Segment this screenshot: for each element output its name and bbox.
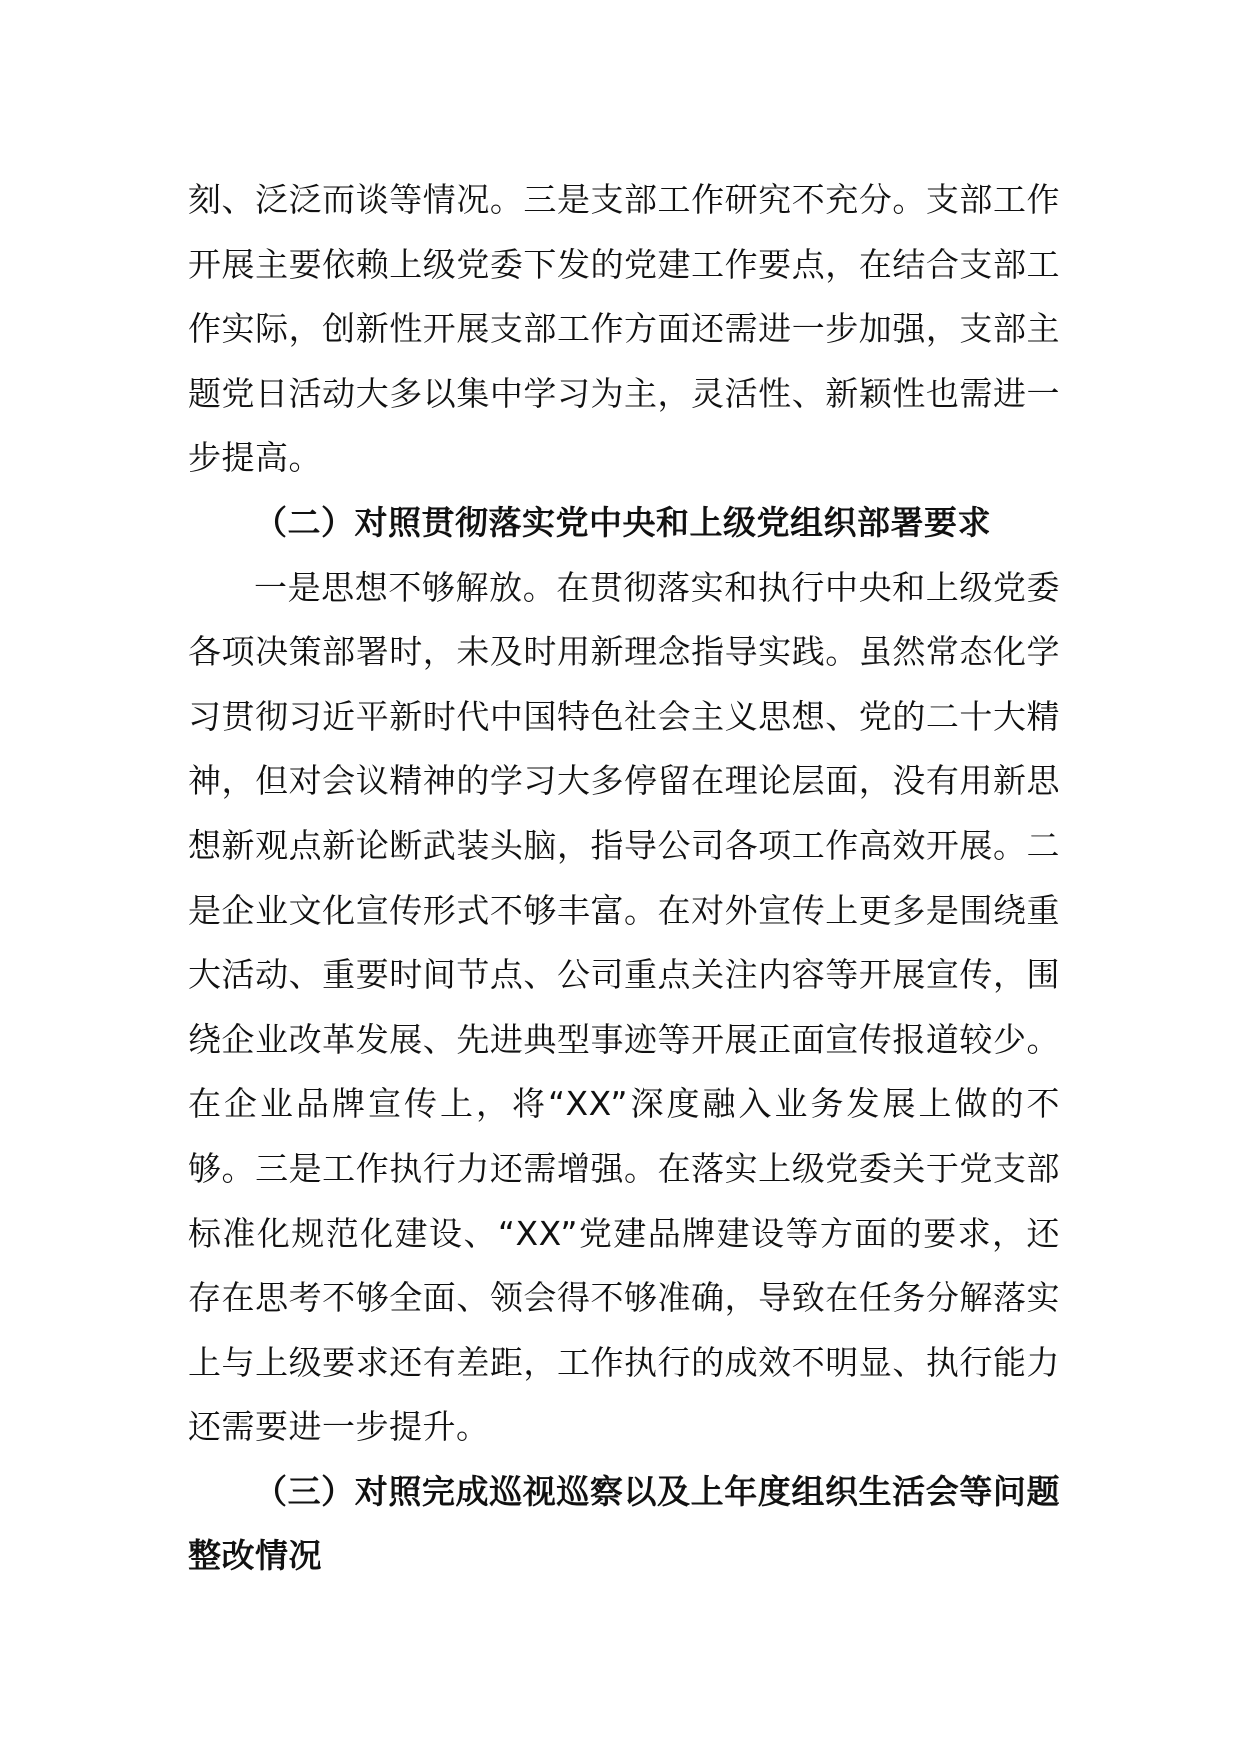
section-heading-2: （二）对照贯彻落实党中央和上级党组织部署要求 xyxy=(254,502,991,542)
section-heading-3: （三）对照完成巡视巡察以及上年度组织生活会等问题整改情况 xyxy=(188,1471,1060,1576)
document-page xyxy=(188,168,1060,1589)
body-paragraph-continued: 刻、泛泛而谈等情况。三是支部工作研究不充分。支部工作开展主要依赖上级党委下发的党建工作要点，在结合支部工作实际，创新性开展支部工作方面还需进一步加强，支部主题党日活动大多以集中学习为主，灵活性、新颖性也需进一步提高。 xyxy=(188,180,1060,478)
body-paragraph-section-2: 一是思想不够解放。在贯彻落实和执行中央和上级党委各项决策部署时，未及时用新理念指导实践。虽然常态化学习贯彻习近平新时代中国特色社会主义思想、党的二十大精神，但对会议精神的学习大多停留在理论层面，没有用新思想新观点新论断武装头脑，指导公司各项工作高效开展。二是企业文化宣传形式不够丰富。在对外宣传上更多是围绕重大活动、重要时间节点、公司重点关注内容等开展宣传，围绕企业改革发展、先进典型事迹等开展正面宣传报道较少。在企业品牌宣传上，将“XX”深度融入业务发展上做的不够。三是工作执行力还需增强。在落实上级党委关于党支部标准化规范化建设、“XX”党建品牌建设等方面的要求，还存在思考不够全面、领会得不够准确，导致在任务分解落实上与上级要求还有差距，工作执行的成效不明显、执行能力还需要进一步提升。 xyxy=(188,567,1060,1447)
